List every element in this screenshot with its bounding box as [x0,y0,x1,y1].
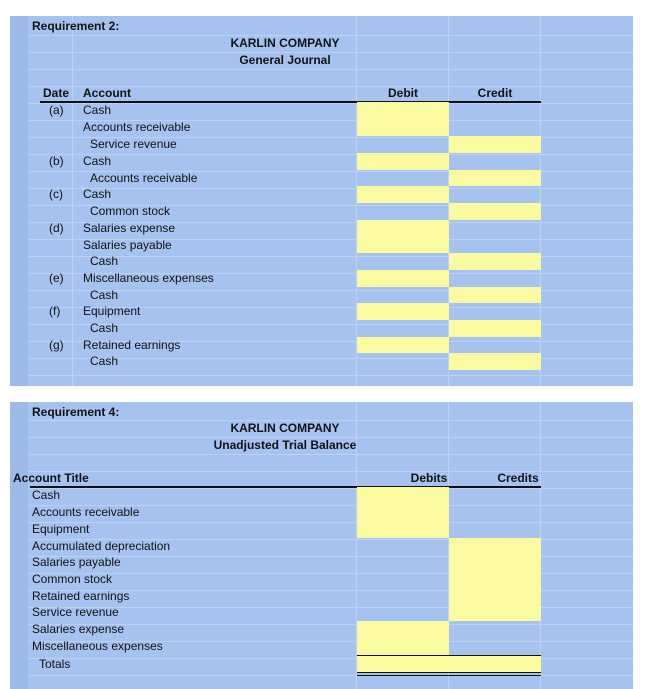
debit-input-c[interactable] [357,186,449,203]
totals-double-rule-top [357,672,541,673]
journal-row-account: Equipment [83,304,141,318]
journal-company-name: KARLIN COMPANY [230,36,340,50]
journal-subtitle: General Journal [239,53,331,67]
journal-row-account: Cash [90,354,119,368]
debit-input-g[interactable] [357,337,449,353]
credit-input-tb-liabilities-equity-revenue[interactable] [449,538,541,621]
trial-balance-account: Retained earnings [32,589,130,603]
requirement-4-label: Requirement 4: [32,405,120,419]
journal-row-account: Accounts receivable [83,120,191,134]
debit-column-header: Debit [388,86,418,100]
debits-column-header: Debits [410,471,448,485]
totals-label: Totals [39,657,71,671]
journal-row-date: (g) [49,338,64,352]
credit-column-header: Credit [477,86,513,100]
trial-balance-subtitle: Unadjusted Trial Balance [213,438,357,452]
totals-double-rule-bottom [357,675,541,676]
account-column-header: Account [83,86,131,100]
credit-input-e[interactable] [449,287,541,303]
journal-row-date: (f) [49,304,61,318]
debit-input-f[interactable] [357,303,449,320]
trial-balance-account: Salaries payable [32,555,121,569]
requirement-2-label: Requirement 2: [32,19,120,33]
credit-input-d[interactable] [449,253,541,270]
journal-row-account: Cash [90,288,119,302]
trial-balance-header-rule [30,486,541,488]
journal-row-date: (b) [49,154,64,168]
debit-total-input[interactable] [357,656,449,672]
debit-input-a[interactable] [357,102,449,136]
row-gutter [10,16,28,386]
trial-balance-account: Cash [32,488,61,502]
journal-row-date: (c) [49,187,63,201]
credit-total-input[interactable] [449,656,541,672]
trial-balance-company-name: KARLIN COMPANY [230,421,340,435]
debit-input-e[interactable] [357,270,449,287]
trial-balance-account: Common stock [32,572,113,586]
journal-row-account: Cash [90,254,119,268]
journal-row-account: Salaries payable [83,238,172,252]
credit-input-a[interactable] [449,136,541,153]
journal-row-account: Miscellaneous expenses [83,271,214,285]
debit-input-d[interactable] [357,220,449,253]
journal-row-date: (e) [49,271,64,285]
journal-row-account: Retained earnings [83,338,181,352]
credit-input-c[interactable] [449,203,541,220]
journal-row-account: Cash [90,321,119,335]
credits-column-header: Credits [497,471,539,485]
journal-row-date: (d) [49,221,64,235]
debit-input-b[interactable] [357,153,449,170]
credit-input-f[interactable] [449,320,541,337]
trial-balance-account: Miscellaneous expenses [32,639,163,653]
trial-balance-account: Salaries expense [32,622,125,636]
account-title-header: Account Title [13,471,89,485]
trial-balance-account: Accounts receivable [32,505,140,519]
trial-balance-account: Equipment [32,522,90,536]
debit-input-tb-expenses[interactable] [357,621,449,655]
credit-input-g[interactable] [449,353,541,370]
credit-input-b[interactable] [449,170,541,186]
journal-row-account: Accounts receivable [90,171,198,185]
journal-row-account: Salaries expense [83,221,176,235]
journal-header-rule [40,101,541,103]
journal-row-account: Cash [83,154,112,168]
trial-balance-account: Accumulated depreciation [32,539,171,553]
journal-row-account: Cash [83,187,112,201]
journal-row-account: Common stock [90,204,171,218]
trial-balance-account: Service revenue [32,605,119,619]
journal-row-account: Cash [83,103,112,117]
row-gutter [10,402,28,689]
journal-row-account: Service revenue [90,137,177,151]
journal-row-date: (a) [49,103,64,117]
gridline [72,16,73,386]
debit-input-tb-assets[interactable] [357,487,449,538]
date-column-header: Date [43,86,70,100]
